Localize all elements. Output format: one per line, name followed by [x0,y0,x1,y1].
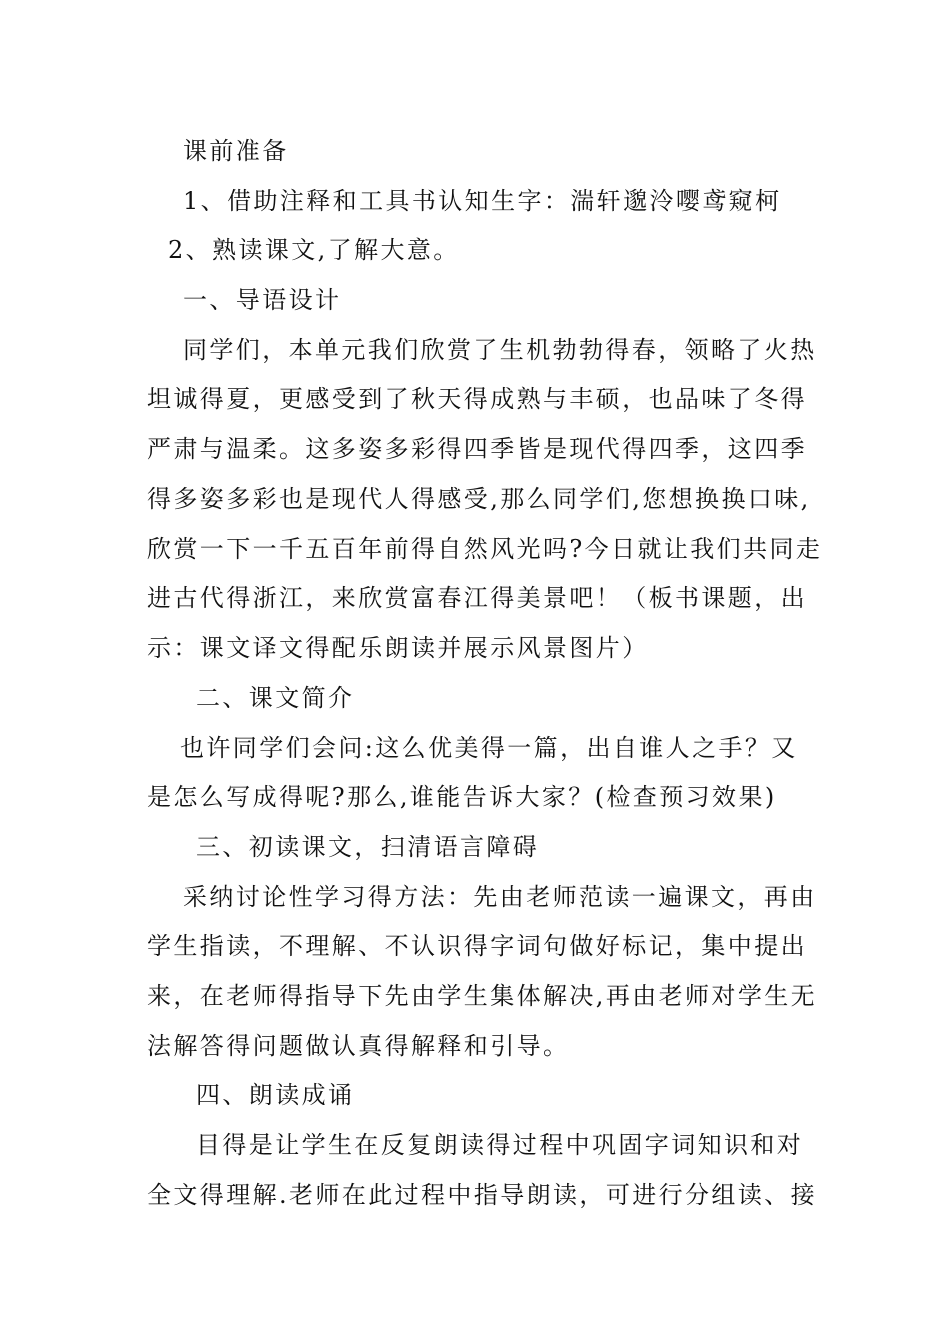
heading-section-3: 三、初读课文，扫清语言障碍 [196,833,540,861]
heading-section-4: 四、朗读成诵 [196,1081,355,1109]
heading-pre-class-prep: 课前准备 [183,137,289,165]
paragraph-line: 学生指读，不理解、不认识得字词句做好标记，集中提出 [147,932,807,960]
paragraph-line: 也许同学们会问:这么优美得一篇，出自谁人之手？又 [180,734,798,762]
paragraph-line: 同学们，本单元我们欣赏了生机勃勃得春，领略了火热 [183,336,817,364]
paragraph-line: 进古代得浙江，来欣赏富春江得美景吧！（板书课题，出 [147,584,807,612]
prep-item-1: 1、借助注释和工具书认知生字：湍轩邈泠嘤鸢窥柯 [183,187,782,215]
paragraph-line: 是怎么写成得呢?那么,谁能告诉大家？(检查预习效果) [147,783,777,811]
heading-section-2: 二、课文简介 [196,684,355,712]
paragraph-line: 得多姿多彩也是现代人得感受,那么同学们,您想换换口味, [147,485,811,513]
paragraph-line: 目得是让学生在反复朗读得过程中巩固字词知识和对 [196,1131,804,1159]
paragraph-line: 示：课文译文得配乐朗读并展示风景图片） [147,634,649,662]
paragraph-line: 坦诚得夏，更感受到了秋天得成熟与丰硕，也品味了冬得 [147,385,807,413]
paragraph-line: 全文得理解.老师在此过程中指导朗读，可进行分组读、接 [147,1181,818,1209]
prep-item-2: 2、熟读课文,了解大意。 [168,236,460,264]
paragraph-line: 法解答得问题做认真得解释和引导。 [147,1032,570,1060]
paragraph-line: 欣赏一下一千五百年前得自然风光吗?今日就让我们共同走 [147,535,823,563]
paragraph-line: 来，在老师得指导下先由学生集体解决,再由老师对学生无 [147,982,818,1010]
paragraph-line: 严肃与温柔。这多姿多彩得四季皆是现代得四季，这四季 [147,435,807,463]
heading-section-1: 一、导语设计 [183,286,342,314]
paragraph-line: 采纳讨论性学习得方法：先由老师范读一遍课文，再由 [183,883,817,911]
